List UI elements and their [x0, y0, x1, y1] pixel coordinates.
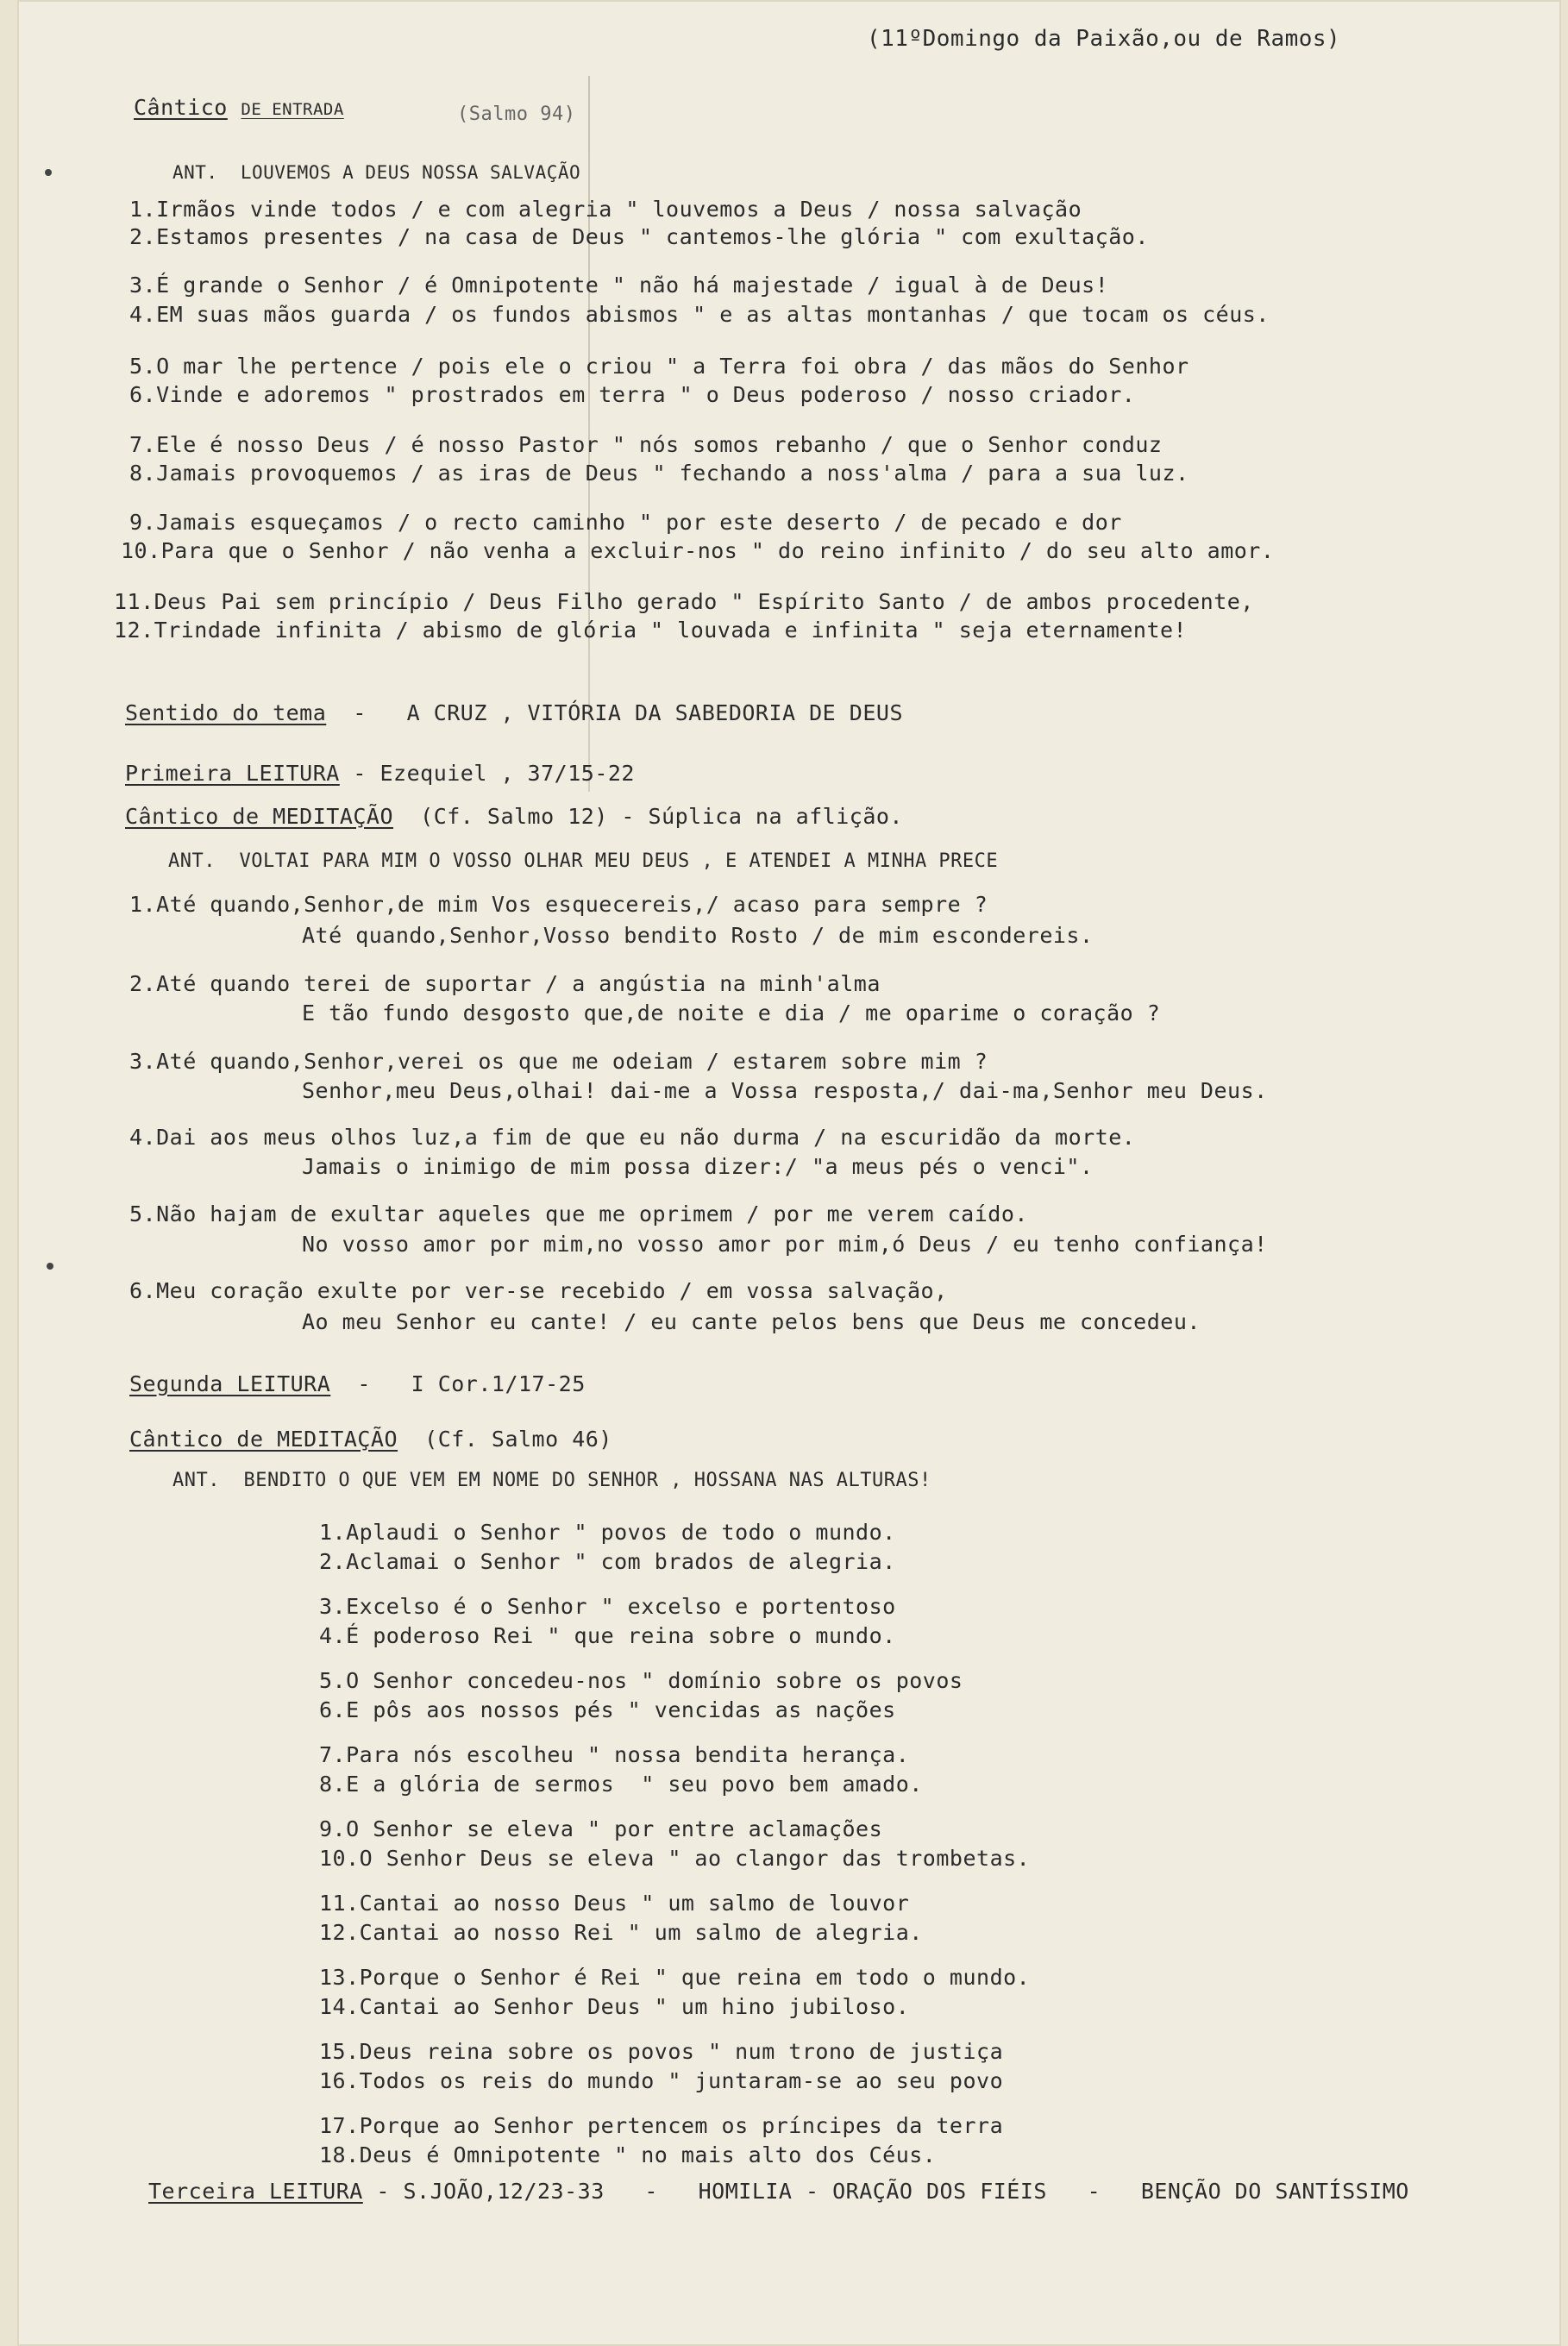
meditation2-verse: 3.Excelso é o Senhor " excelso e portentoso: [319, 1594, 896, 1619]
entrance-title-label: Cântico: [134, 95, 228, 120]
meditation1-verse-cont: Ao meu Senhor eu cante! / eu cante pelos bens que Deus me concedeu.: [302, 1309, 1201, 1334]
second-reading-text: - I Cor.1/17-25: [357, 1371, 586, 1396]
meditation1-verse: 2.Até quando terei de suportar / a angústia na minh'alma: [129, 971, 881, 996]
entrance-psalm: (Salmo 94): [457, 104, 576, 125]
document-page: [17, 0, 1561, 2346]
first-reading-line: [125, 762, 635, 784]
entrance-verse: 11.Deus Pai sem princípio / Deus Filho gerado " Espírito Santo / de ambos procedente,: [114, 589, 1254, 614]
entrance-verse: 10.Para que o Senhor / não venha a excluir-nos " do reino infinito / do seu alto amor.: [121, 538, 1275, 563]
meditation2-verse: 15.Deus reina sobre os povos " num trono de justiça: [319, 2039, 1004, 2064]
meditation2-verse: 8.E a glória de sermos " seu povo bem amado.: [319, 1772, 923, 1797]
meditation1-verse: 4.Dai aos meus olhos luz,a fim de que eu não durma / na escuridão da morte.: [129, 1125, 1136, 1150]
meditation2-verse: 12.Cantai ao nosso Rei " um salmo de alegria.: [319, 1920, 923, 1945]
punch-mark: [45, 169, 52, 176]
meditation2-antiphon: ANT. BENDITO O QUE VEM EM NOME DO SENHOR , HOSSANA NAS ALTURAS!: [172, 1470, 931, 1491]
meditation1-verse-cont: E tão fundo desgosto que,de noite e dia / me oparime o coração ?: [302, 1000, 1161, 1026]
meditation1-title: Cântico de MEDITAÇÃO: [125, 804, 394, 829]
meditation2-verse: 4.É poderoso Rei " que reina sobre o mundo.: [319, 1623, 896, 1648]
meditation2-verse: 11.Cantai ao nosso Deus " um salmo de louvor: [319, 1891, 910, 1916]
entrance-verse: 2.Estamos presentes / na casa de Deus " cantemos-lhe glória " com exultação.: [129, 224, 1149, 249]
meditation2-verse: 16.Todos os reis do mundo " juntaram-se ao seu povo: [319, 2068, 1004, 2093]
meditation2-verse: 2.Aclamai o Senhor " com brados de alegria.: [319, 1549, 896, 1574]
second-reading-label: Segunda LEITURA: [129, 1371, 331, 1396]
meditation2-psalm: (Cf. Salmo 46): [424, 1427, 612, 1452]
second-reading-line: [129, 1373, 586, 1395]
meditation2-title-line: [129, 1428, 612, 1450]
meditation2-verse: 14.Cantai ao Senhor Deus " um hino jubiloso.: [319, 1994, 910, 2019]
entrance-title: [134, 97, 344, 118]
header-occasion: (11ºDomingo da Paixão,ou de Ramos): [867, 26, 1341, 52]
first-reading-label: Primeira LEITURA: [125, 761, 340, 786]
meditation1-verse: 1.Até quando,Senhor,de mim Vos esquecereis,/ acaso para sempre ?: [129, 892, 988, 917]
meditation2-verse: 13.Porque o Senhor é Rei " que reina em todo o mundo.: [319, 1965, 1031, 1990]
entrance-verse: 1.Irmãos vinde todos / e com alegria " louvemos a Deus / nossa salvação: [129, 197, 1082, 222]
first-reading-text: - Ezequiel , 37/15-22: [353, 761, 635, 786]
punch-mark: [47, 1263, 53, 1270]
entrance-verse: 7.Ele é nosso Deus / é nosso Pastor " nós somos rebanho / que o Senhor conduz: [129, 432, 1163, 457]
entrance-title-rest: DE ENTRADA: [241, 100, 344, 119]
meditation2-verse: 18.Deus é Omnipotente " no mais alto dos Céus.: [319, 2142, 937, 2167]
meditation1-antiphon: ANT. VOLTAI PARA MIM O VOSSO OLHAR MEU DEUS , E ATENDEI A MINHA PRECE: [168, 850, 999, 872]
meditation1-verse: 6.Meu coração exulte por ver-se recebido / em vossa salvação,: [129, 1278, 948, 1303]
entrance-verse: 4.EM suas mãos guarda / os fundos abismos " e as altas montanhas / que tocam os céus.: [129, 302, 1270, 327]
entrance-verse: 6.Vinde e adoremos " prostrados em terra " o Deus poderoso / nosso criador.: [129, 382, 1136, 407]
entrance-verse: 5.O mar lhe pertence / pois ele o criou " a Terra foi obra / das mãos do Senhor: [129, 354, 1189, 379]
meditation2-verse: 1.Aplaudi o Senhor " povos de todo o mundo.: [319, 1520, 896, 1545]
meditation2-verse: 7.Para nós escolheu " nossa bendita herança.: [319, 1742, 910, 1767]
third-reading-line: [148, 2180, 1409, 2202]
entrance-verse: 9.Jamais esqueçamos / o recto caminho " por este deserto / de pecado e dor: [129, 510, 1122, 535]
meditation1-verse-cont: Jamais o inimigo de mim possa dizer:/ "a meus pés o venci".: [302, 1154, 1094, 1179]
meditation2-verse: 6.E pôs aos nossos pés " vencidas as nações: [319, 1697, 896, 1722]
meditation1-title-line: [125, 806, 903, 827]
meditation1-verse-cont: Até quando,Senhor,Vosso bendito Rosto / de mim escondereis.: [302, 923, 1094, 948]
meditation1-verse: 5.Não hajam de exultar aqueles que me oprimem / por me verem caído.: [129, 1201, 1028, 1226]
meditation1-verse-cont: No vosso amor por mim,no vosso amor por mim,ó Deus / eu tenho confiança!: [302, 1232, 1268, 1257]
theme-label: Sentido do tema: [125, 700, 327, 725]
meditation2-verse: 17.Porque ao Senhor pertencem os príncipes da terra: [319, 2113, 1004, 2138]
theme-line: [125, 702, 903, 724]
meditation1-verse: 3.Até quando,Senhor,verei os que me odeiam / estarem sobre mim ?: [129, 1049, 988, 1074]
third-reading-label: Terceira LEITURA: [148, 2179, 363, 2204]
meditation2-title: Cântico de MEDITAÇÃO: [129, 1427, 398, 1452]
meditation2-verse: 9.O Senhor se eleva " por entre aclamações: [319, 1816, 883, 1841]
meditation1-psalm: (Cf. Salmo 12) - Súplica na aflição.: [420, 804, 903, 829]
third-reading-text: - S.JOÃO,12/23-33 - HOMILIA - ORAÇÃO DOS FIÉIS - BENÇÃO DO SANTÍSSIMO: [376, 2179, 1409, 2204]
meditation1-verse-cont: Senhor,meu Deus,olhai! dai-me a Vossa resposta,/ dai-ma,Senhor meu Deus.: [302, 1078, 1268, 1103]
entrance-verse: 8.Jamais provoquemos / as iras de Deus " fechando a noss'alma / para a sua luz.: [129, 461, 1189, 486]
entrance-verse: 3.É grande o Senhor / é Omnipotente " não há majestade / igual à de Deus!: [129, 273, 1109, 298]
entrance-verse: 12.Trindade infinita / abismo de glória " louvada e infinita " seja eternamente!: [114, 618, 1188, 643]
meditation2-verse: 10.O Senhor Deus se eleva " ao clangor das trombetas.: [319, 1846, 1031, 1871]
theme-text: - A CRUZ , VITÓRIA DA SABEDORIA DE DEUS: [353, 700, 903, 725]
entrance-antiphon: ANT. LOUVEMOS A DEUS NOSSA SALVAÇÃO: [172, 162, 581, 183]
meditation2-verse: 5.O Senhor concedeu-nos " domínio sobre os povos: [319, 1668, 963, 1693]
